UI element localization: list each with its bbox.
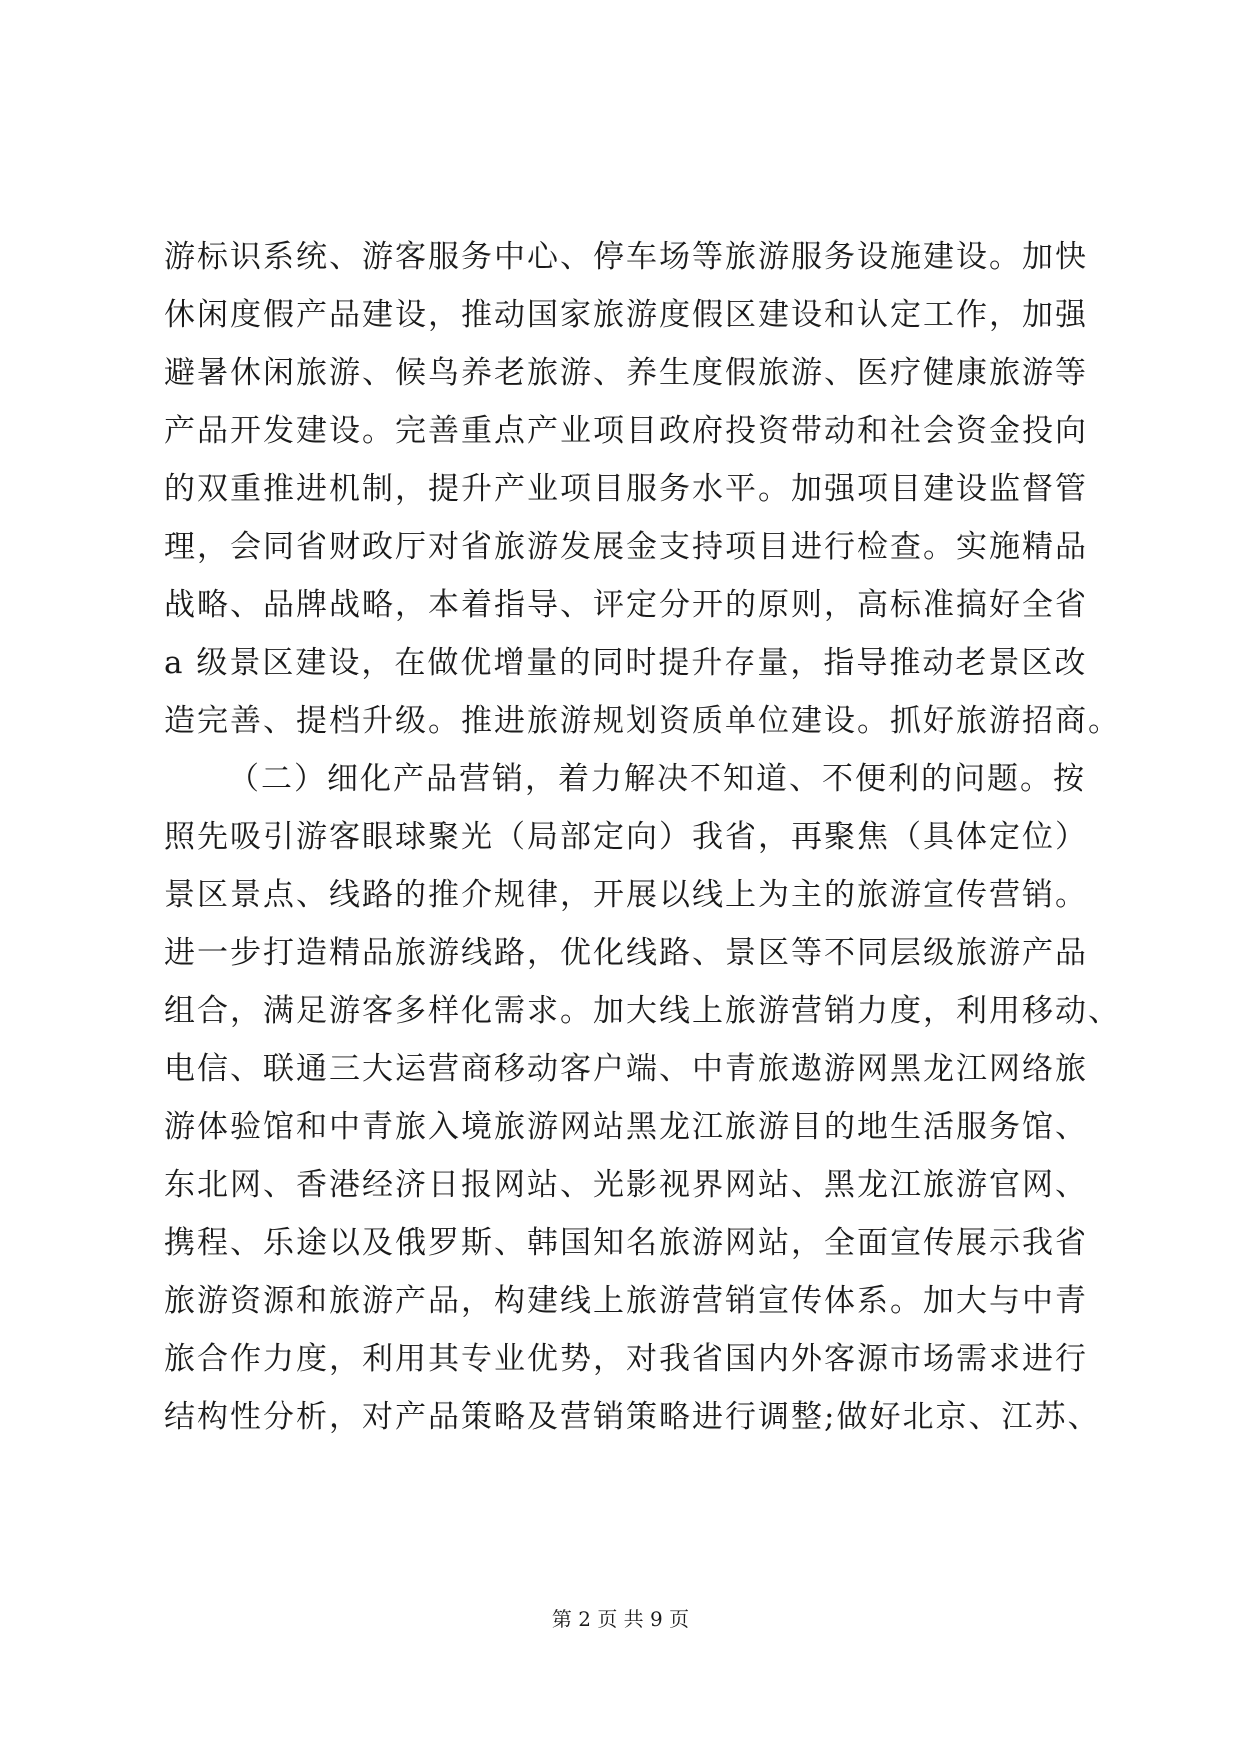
text-line: 休闲度假产品建设，推动国家旅游度假区建设和认定工作，加强 [164, 297, 1088, 333]
text-line: 战略、品牌战略，本着指导、评定分开的原则，高标准搞好全省 [164, 587, 1088, 623]
text-line: 照先吸引游客眼球聚光（局部定向）我省，再聚焦（具体定位） [164, 819, 1088, 855]
text-line: 携程、乐途以及俄罗斯、韩国知名旅游网站，全面宣传展示我省 [164, 1225, 1088, 1261]
text-line: 游标识系统、游客服务中心、停车场等旅游服务设施建设。加快 [164, 239, 1088, 275]
text-line: 游体验馆和中青旅入境旅游网站黑龙江旅游目的地生活服务馆、 [164, 1109, 1088, 1145]
text-line: 旅游资源和旅游产品，构建线上旅游营销宣传体系。加大与中青 [164, 1283, 1088, 1319]
text-line: 产品开发建设。完善重点产业项目政府投资带动和社会资金投向 [164, 413, 1088, 449]
text-line: 东北网、香港经济日报网站、光影视界网站、黑龙江旅游官网、 [164, 1167, 1088, 1203]
text-line: 避暑休闲旅游、候鸟养老旅游、养生度假旅游、医疗健康旅游等 [164, 355, 1088, 391]
text-line: 旅合作力度，利用其专业优势，对我省国内外客源市场需求进行 [164, 1341, 1088, 1377]
text-line: a 级景区建设，在做优增量的同时提升存量，指导推动老景区改 [164, 645, 1088, 681]
body-text [164, 228, 1121, 1446]
text-line: 结构性分析，对产品策略及营销策略进行调整;做好北京、江苏、 [164, 1399, 1101, 1435]
text-line: 理，会同省财政厅对省旅游发展金支持项目进行检查。实施精品 [164, 529, 1088, 565]
text-line: 造完善、提档升级。推进旅游规划资质单位建设。抓好旅游招商。 [164, 703, 1121, 739]
section-heading-line: （二）细化产品营销，着力解决不知道、不便利的问题。按 [228, 761, 1086, 797]
text-line: 的双重推进机制，提升产业项目服务水平。加强项目建设监督管 [164, 471, 1088, 507]
page-number-footer: 第 2 页 共 9 页 [551, 1607, 690, 1631]
text-line: 景区景点、线路的推介规律，开展以线上为主的旅游宣传营销。 [164, 877, 1088, 913]
text-line: 电信、联通三大运营商移动客户端、中青旅遨游网黑龙江网络旅 [164, 1051, 1088, 1087]
text-line: 进一步打造精品旅游线路，优化线路、景区等不同层级旅游产品 [164, 935, 1088, 971]
text-line: 组合，满足游客多样化需求。加大线上旅游营销力度，利用移动、 [164, 993, 1121, 1029]
